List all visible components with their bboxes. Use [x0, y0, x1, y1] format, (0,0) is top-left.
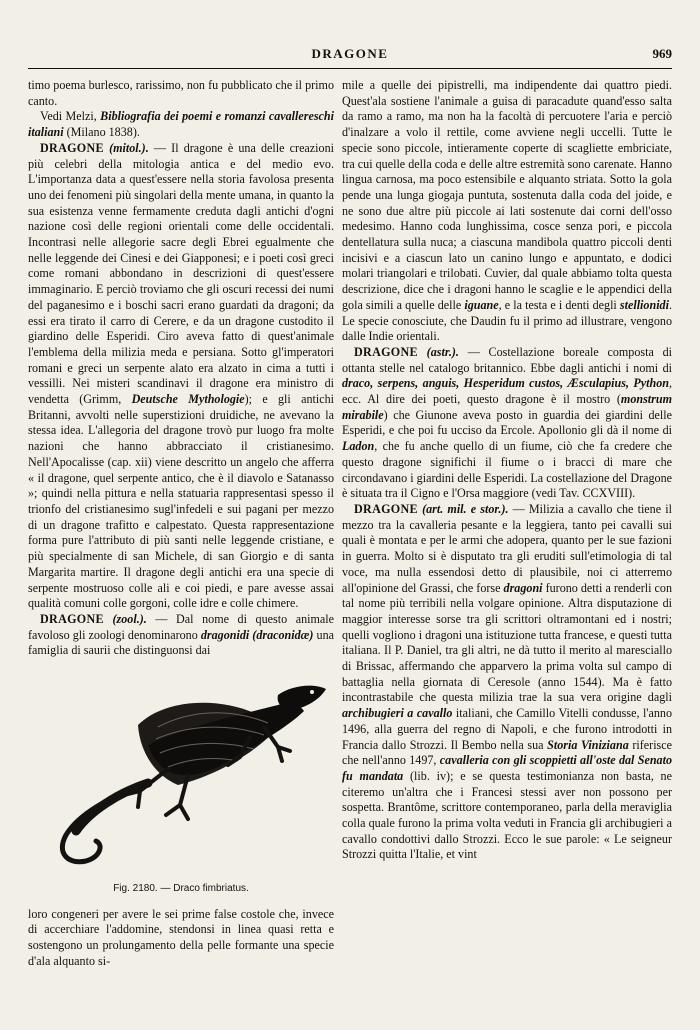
left-column [28, 78, 334, 1018]
entry-label: (zool.). [103, 611, 147, 626]
paragraph-zoology-cont2: mile a quelle dei pipistrelli, ma indipendente dai quattro piedi. Quest'ala sostiene l'animale a guisa di paracadute quand'esso salta da ramo a ramo, ma non ha la facoltà di percuotere l'aria e perciò d'inalzare a volo il rettile, come avviene negli uccelli. Tutte le specie sono piccole, intieramente coperte di scagliette embriciate, tra cui quelle della coda e delle altre estremità sono carenate. Hanno lingua carnosa, ma poco estensibile e alquanto striata. Sotto la gola pende una lunga giogaja puntuta, sostenuta dalla coda del joide, e ne sono due altre più piccole ai lati sostenute dai corni dell'osso medesimo. Hanno coda lunghissima, cosce senza pori, e piccola dentellatura sulla nuca; a ciascuna mandibola quattro piccoli denti incisivi e a ciascun lato un canino lungo e appuntato, e dodici molari triangolari e trilobati. Cuvier, dal quale abbiamo tolta questa descrizione, dice che i dragoni hanno le scaglie e le appendici della gola simili a quelle delle iguane, e la testa e i denti degli stellionidi. Le specie conosciute, che Daudin fu il primo ad illustrare, vengono dalle Indie orientali. [342, 78, 672, 344]
lizard-illustration [28, 665, 334, 877]
reference-title: Bibliografia dei poemi e romanzi cavallereschi italiani [28, 109, 334, 140]
paragraph-reference: Vedi Melzi, Bibliografia dei poemi e romanzi cavallereschi italiani (Milano 1838). [28, 109, 334, 140]
right-column [342, 78, 672, 1018]
header-rule [28, 68, 672, 69]
entry-zoology: DRAGONE (zool.). — Dal nome di questo animale favoloso gli zoologi denominarono dragonidi (draconidæ) una famiglia di saurii che distinguonsi dai [28, 611, 334, 658]
figure-caption: Fig. 2180. — Draco fimbriatus. [113, 883, 249, 895]
figure-draco-fimbriatus [28, 665, 334, 877]
running-head: DRAGONE [311, 46, 389, 61]
entry-label: (astr.). [417, 344, 459, 359]
headword: DRAGONE [354, 501, 418, 516]
entry-astronomy: DRAGONE (astr.). — Costellazione boreale composta di ottanta stelle nel catalogo britannico. Ebbe dagli antichi i nomi di draco, serpens, anguis, Hesperidum custos, Æsculapius, Python, ecc. Al dire dei poeti, questo dragone è il mostro (monstrum mirabile) che Giunone aveva posto in guardia dei giardini delle Esperidi, e che poi fu ucciso da Ercole. Apollonio gli dà il nome di Ladon, che fu anche quello di un fiume, ciò che fa credere che questo dragone significhi il fiume o i bracci di mare che circondavano i giardini delle Esperidi. La costellazione del Dragone è situata tra il Cigno e l'Orsa maggiore (vedi Tav. CCXVIII). [342, 344, 672, 501]
paragraph-zoology-cont: loro congeneri per avere le sei prime false costole che, invece di accerchiare l'addomine, stendonsi in linea quasi retta e sostengono un prolungamento della pelle formante una specie d'ala alquanto si- [28, 906, 334, 968]
entry-label: (art. mil. e stor.). [417, 501, 509, 516]
entry-military: DRAGONE (art. mil. e stor.). — Milizia a cavallo che tiene il mezzo tra la cavalleria pesante e la leggiera, tanto pei cavalli sui quali è montata e per le armi che adopera, quanto per le sue fazioni in guerra. Molto si è disputato tra gli eruditi sull'etimologia di tal voce, ma nulla essendosi detto di plausibile, noi ci atterremo all'opinione del Grassi, che forse dragoni furono detti a renderli con tal nome più terribili nella volgare opinione. Altra disputazione di maggior interesse sorse tra gli scrittori oltramontani ed i nostri; quelli vogliono i dragoni una istituzione tutta francese, e questi tutta italiana. Il P. Daniel, tra gli altri, ne dà tutto il merito al maresciallo di Brissac, affermando che apparvero la prima volta sul campo di battaglia nella giornata di Ceresole (anno 1544). Ma è fatto incontrastabile che questa milizia trae la sua vera origine dagli archibugieri a cavallo italiani, che Camillo Vitelli condusse, l'anno 1496, alla guerra del regno di Napoli, e che furono introdotti in Francia dallo Strozzi. Il Bembo nella sua Storia Viniziana riferisce che nell'anno 1497, cavalleria con gli scoppietti all'oste dal Senato fu mandata (lib. iv); e se questa testimonianza non basta, ne citeremo un'altra che i Francesi stessi aver non possono per sospetta. Brantôme, scrittore contemporaneo, parla della meraviglia colla quale furono la prima volta veduti in Francia gli archibugieri a cavallo condottivi dallo Strozzi. Ecco le sue parole: « Le seigneur Strozzi quitta l'Italie, et vint [342, 501, 672, 862]
paragraph-continuation: timo poema burlesco, rarissimo, non fu pubblicato che il primo canto. [28, 78, 334, 108]
headword: DRAGONE [40, 611, 104, 626]
entry-label: (mitol.). [103, 140, 149, 155]
page-header [28, 46, 672, 66]
entry-mythology: DRAGONE (mitol.). — Il dragone è una delle creazioni più celebri della mitologia antica e del medio evo. L'importanza data a quest'essere nella storia favolosa presenta uno dei fenomeni più singolari della mente umana, in quanto la sua esistenza venne fermamente creduta dagli antichi d'ogni nazione così delle regioni orientali come delle occidentali. Incontrasi nelle allegorie sacre degli Ebrei egualmente che nelle leggende dei Cinesi e dei Giapponesi; e i poeti così greci come romani abbondano in descrizioni di quest'essere immaginario. E perciò troviamo che gli oscuri recessi dei numi del paganesimo e i boschi sacri erano guardati da dragoni; da essi era tirato il carro di Cerere, e da un dragone custodito il giardino delle Esperidi. Ciro aveva fatto di quest'animale l'emblema della milizia meda e persiana. Sotto gl'imperatori romani e greci un serpente alato era alzato in cima a tutti i vessilli. Nei misteri scandinavi il dragone era ministro di vendetta (Grimm, Deutsche Mythologie); e gli antichi Britanni, avvolti nelle superstizioni druidiche, ne avevano la stessa idea. L'allegoria del dragone trovò pur luogo fra molte nazioni che hanno abbracciato il cristianesimo. Nell'Apocalisse (cap. xii) viene descritto un angelo che afferra « il dragone, quel serpente antico, che è il diavolo e Satanasso »; quindi nella pittura e nella statuaria rappresentasi spesso il trionfo del cristianesimo sugl'infedeli e sui pagani per mezzo di un dragone trafitto e calpestato. Questa rappresentazione forma pure l'attributo di più santi nelle leggende cristiane, e più specialmente di san Michele, di san Giorgio e di santa Margarita martire. Il dragone degli antichi era una specie di serpente mostruoso colle ali e coi piedi, e pare avesse assai qualità comuni colle gorgoni, colle idre e colle chimere. [28, 140, 334, 611]
headword: DRAGONE [40, 140, 104, 155]
page-number: 969 [652, 46, 672, 61]
headword: DRAGONE [354, 344, 418, 359]
